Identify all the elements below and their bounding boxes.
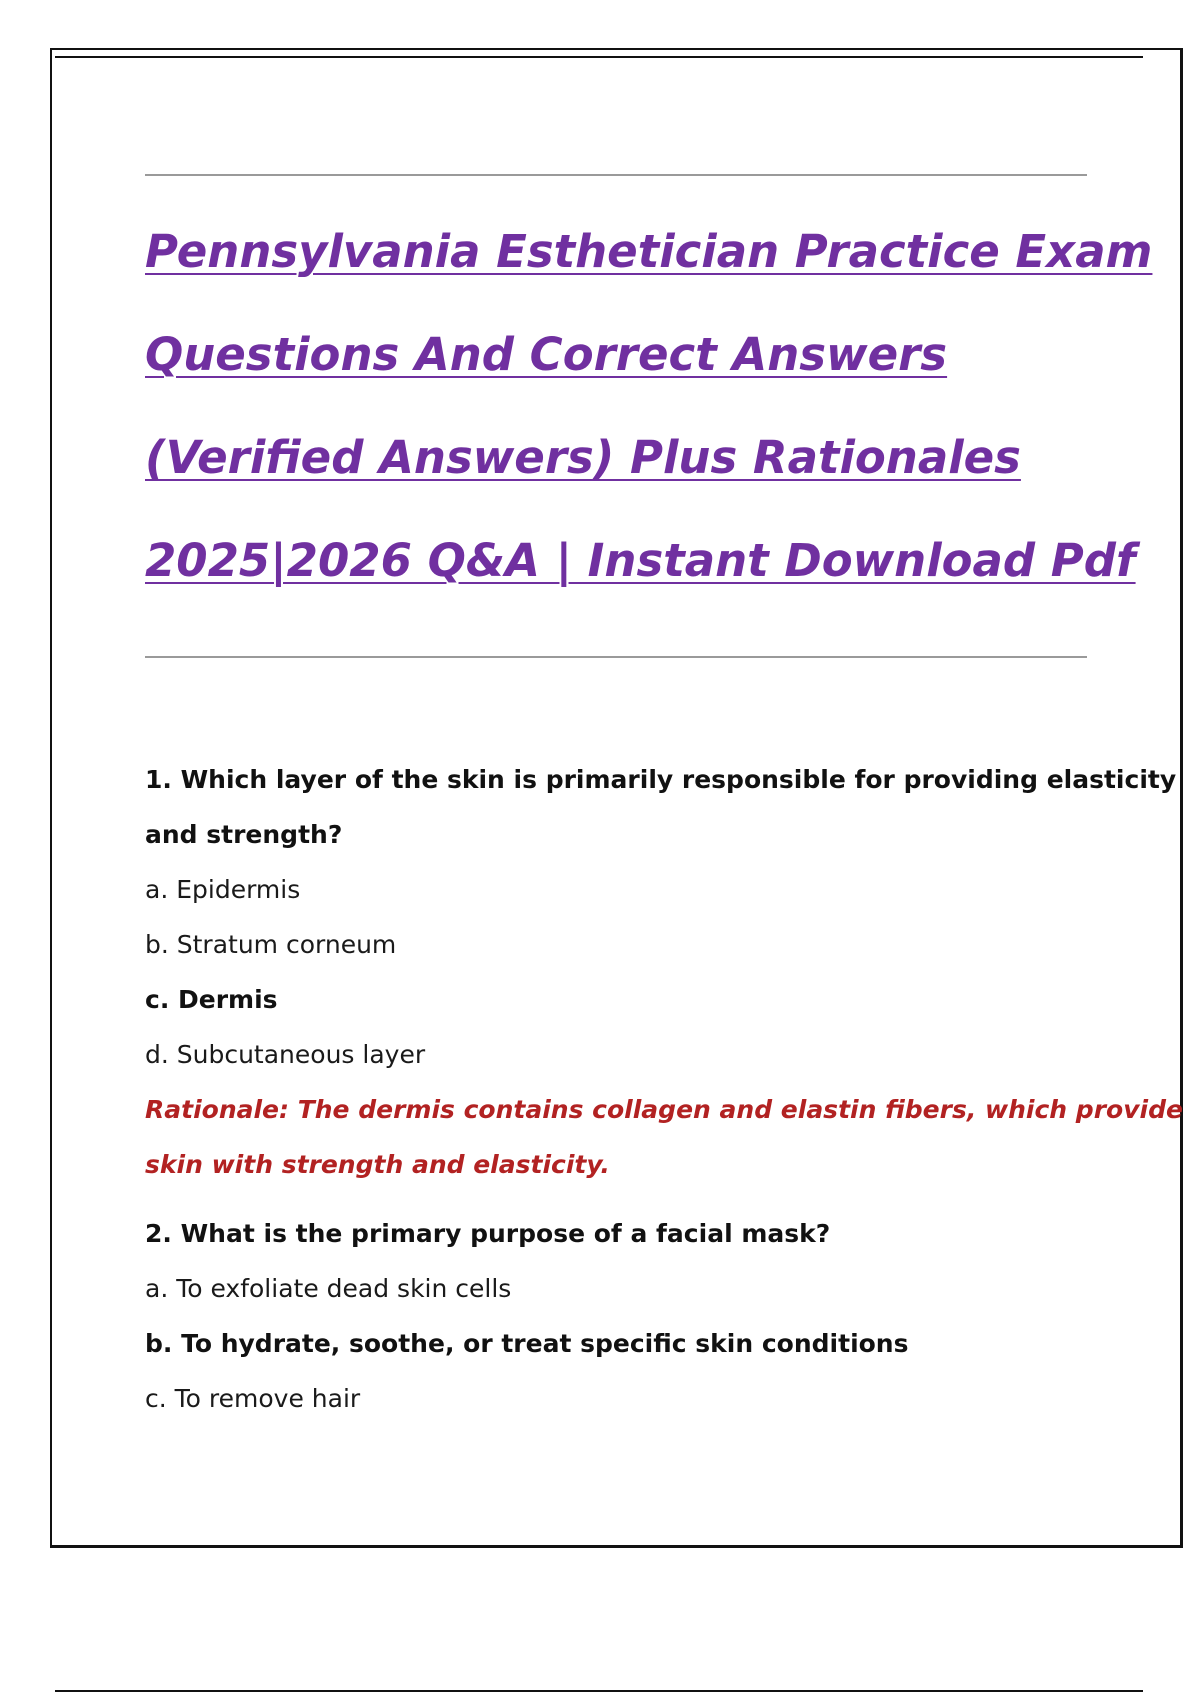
rationale-text: Rationale: The dermis contains collagen and elastin fibers, which provide xyxy=(145,1095,1183,1124)
title-line: (Verified Answers) Plus Rationales xyxy=(145,431,1021,484)
title-line: Questions And Correct Answers xyxy=(145,328,948,381)
rationale-text: skin with strength and elasticity. xyxy=(145,1150,610,1179)
question-1 xyxy=(145,752,1183,1192)
document-title xyxy=(145,200,1153,612)
question-list xyxy=(145,752,1183,1426)
answer-option: a. Epidermis xyxy=(145,875,301,904)
title-top-rule xyxy=(145,174,1087,176)
answer-option: b. Stratum corneum xyxy=(145,930,397,959)
answer-option: d. Subcutaneous layer xyxy=(145,1040,426,1069)
answer-option: c. To remove hair xyxy=(145,1384,361,1413)
correct-answer-option: b. To hydrate, soothe, or treat specific skin conditions xyxy=(145,1329,909,1358)
frame-top-line xyxy=(55,56,1143,58)
title-line: 2025|2026 Q&A | Instant Download Pdf xyxy=(145,534,1136,587)
footer-rule xyxy=(55,1690,1143,1692)
answer-option: a. To exfoliate dead skin cells xyxy=(145,1274,512,1303)
question-2 xyxy=(145,1206,1105,1426)
question-text: 1. Which layer of the skin is primarily responsible for providing elasticity xyxy=(145,765,1177,794)
title-line: Pennsylvania Esthetician Practice Exam xyxy=(145,225,1153,278)
correct-answer-option: c. Dermis xyxy=(145,985,278,1014)
question-text: 2. What is the primary purpose of a facial mask? xyxy=(145,1219,831,1248)
question-text: and strength? xyxy=(145,820,343,849)
title-bottom-rule xyxy=(145,656,1087,658)
